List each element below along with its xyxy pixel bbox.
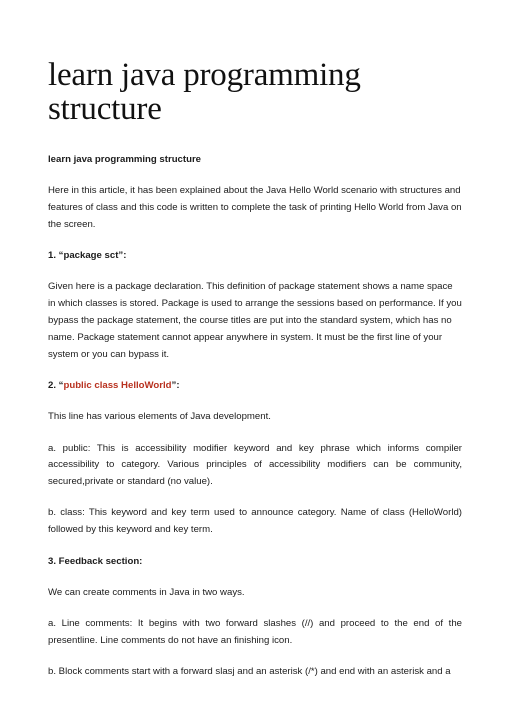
section-1-heading: 1. “package sct”: <box>48 250 127 262</box>
page-title: learn java programming structure <box>48 57 361 127</box>
section-2-heading-prefix: 2. “ <box>48 379 64 391</box>
section-2-item-b: b. class: This keyword and key term used to announce category. Name of class (HelloWorld) followed by this keyword and key term. <box>48 507 462 536</box>
intro-paragraph: Here in this article, it has been explained about the Java Hello World scenario with structures and features of class and this code is written to complete the task of printing Hello World from Java on the screen. <box>48 185 462 230</box>
section-3-item-b: b. Block comments start with a forward slasj and an asterisk (/*) and end with an asterisk and a <box>48 666 451 678</box>
article-subtitle: learn java programming structure <box>48 154 202 165</box>
section-3-heading: 3. Feedback section: <box>48 555 143 567</box>
section-3-text: We can create comments in Java in two ways. <box>48 586 245 598</box>
section-2-item-a: a. public: This is accessibility modifier keyword and key phrase which informs compiler accessibility to category. Various principles of accessibility modifiers can be community, secured,private or standard (no value). <box>48 442 462 488</box>
section-2-heading-suffix: ”: <box>171 379 180 391</box>
section-2-text: This line has various elements of Java development. <box>48 411 271 423</box>
section-3-item-a: a. Line comments: It begins with two forward slashes (//) and proceed to the end of the presentline. Line comments do not have an finishing icon. <box>48 618 462 646</box>
article-body <box>48 152 462 696</box>
section-1-text: Given here is a package declaration. This definition of package statement shows a name space in which classes is stored. Package is used to arrange the sessions based on performance. If you bypass the package statement, the course titles are put into the standard system, which has no name. Package statement cannot appear anywhere in system. It must be the first line of your system or you can bypass it. <box>48 281 462 360</box>
section-2-heading-code: public class HelloWorld <box>63 379 172 391</box>
section-2-heading <box>48 378 462 395</box>
